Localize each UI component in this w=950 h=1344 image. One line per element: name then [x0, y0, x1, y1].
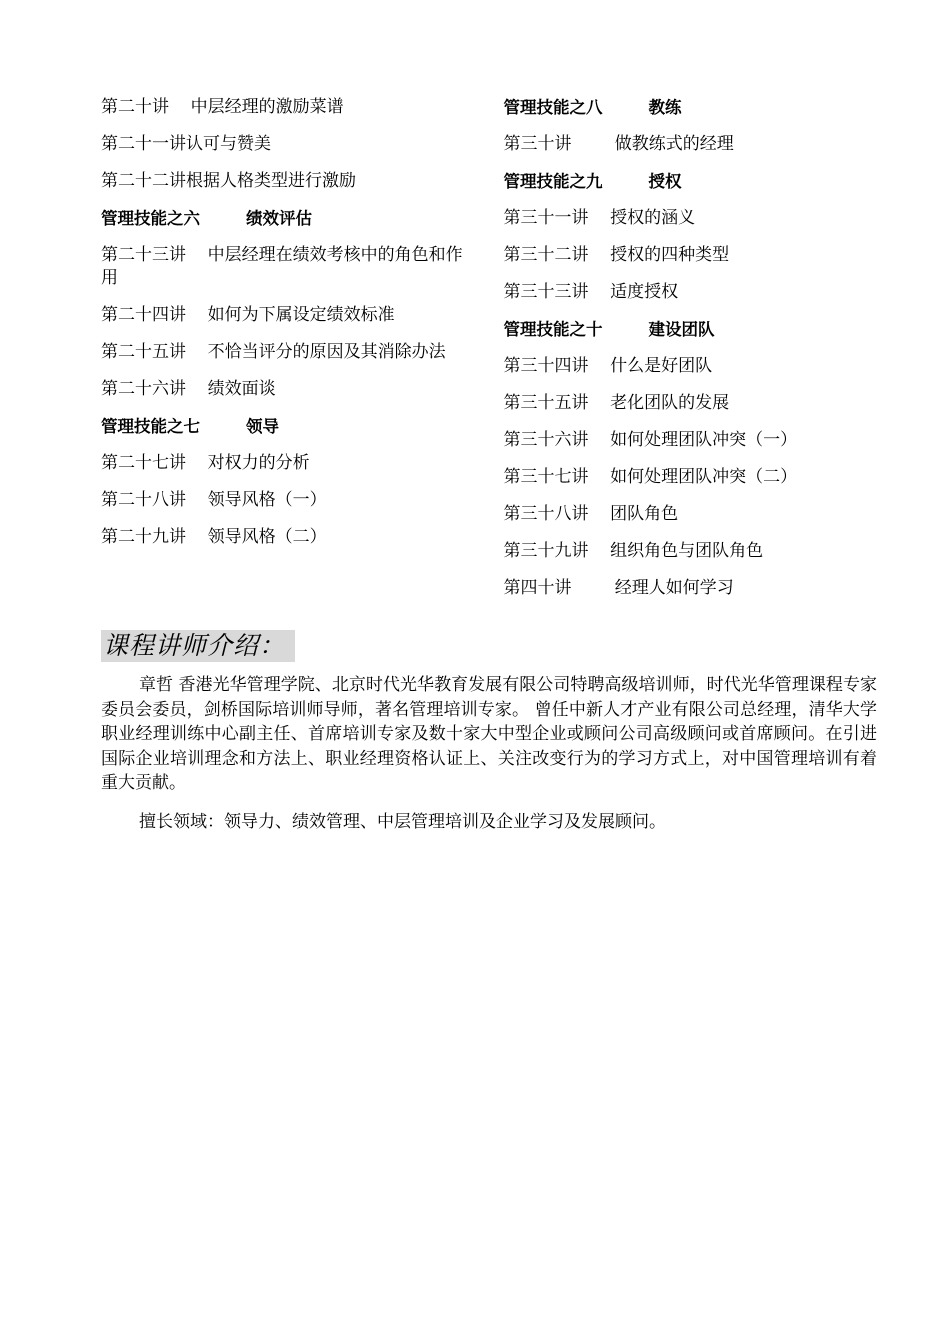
instructor-bio: 章哲 香港光华管理学院、北京时代光华教育发展有限公司特聘高级培训师，时代光华管理课程专家委员会委员，剑桥国际培训师导师，著名管理培训专家。 曾任中新人才产业有限公司总经理，清华大学职业经理训练中心副主任、首席培训专家及数十家大中型企业或顾问公司高级顾问或首席顾问。在引进国际企业培训理念和方法上、职业经理资格认证上、关注改变行为的学习方式上，对中国管理培训有着重大贡献。	[101, 675, 877, 793]
lecture-item: 第二十一讲认可与赞美	[101, 134, 271, 154]
course-outline	[101, 96, 881, 614]
lecture-item: 第三十五讲 老化团队的发展	[503, 393, 730, 413]
lecture-item: 第二十九讲 领导风格（二）	[101, 527, 327, 547]
lecture-item: 第二十五讲 不恰当评分的原因及其消除办法	[101, 342, 446, 362]
lecture-item: 第二十四讲 如何为下属设定绩效标准	[101, 305, 395, 325]
lecture-item: 第二十八讲 领导风格（一）	[101, 490, 327, 510]
outline-right-column	[504, 96, 881, 614]
lecture-item: 第二十讲 中层经理的激励菜谱	[101, 97, 344, 117]
lecture-item: 第三十二讲 授权的四种类型	[503, 245, 730, 265]
skill-heading: 管理技能之七 领导	[101, 417, 279, 436]
lecture-item: 第三十九讲 组织角色与团队角色	[503, 541, 764, 561]
outline-left-column	[101, 96, 471, 614]
instructor-section-title: 课程讲师介绍：	[101, 630, 295, 662]
lecture-item: 第三十七讲 如何处理团队冲突（二）	[503, 467, 798, 487]
lecture-item: 第三十一讲 授权的涵义	[503, 208, 696, 228]
lecture-item: 第三十四讲 什么是好团队	[503, 356, 713, 376]
lecture-item: 第二十三讲 中层经理在绩效考核中的角色和作用	[101, 245, 463, 288]
lecture-item: 第二十七讲 对权力的分析	[101, 453, 310, 473]
skill-heading: 管理技能之十 建设团队	[503, 320, 715, 339]
lecture-item: 第三十六讲 如何处理团队冲突（一）	[503, 430, 798, 450]
lecture-item: 第二十二讲根据人格类型进行激励	[101, 171, 356, 191]
lecture-item: 第三十三讲 适度授权	[503, 282, 679, 302]
skill-heading: 管理技能之八 教练	[503, 98, 682, 117]
instructor-expertise: 擅长领域：领导力、绩效管理、中层管理培训及企业学习及发展顾问。	[139, 812, 666, 832]
lecture-item: 第四十讲 经理人如何学习	[503, 578, 734, 598]
lecture-item: 第二十六讲 绩效面谈	[101, 379, 276, 399]
skill-heading: 管理技能之九 授权	[503, 172, 682, 191]
lecture-item: 第三十八讲 团队角色	[503, 504, 679, 524]
skill-heading: 管理技能之六 绩效评估	[101, 209, 312, 228]
lecture-item: 第三十讲 做教练式的经理	[503, 134, 734, 154]
